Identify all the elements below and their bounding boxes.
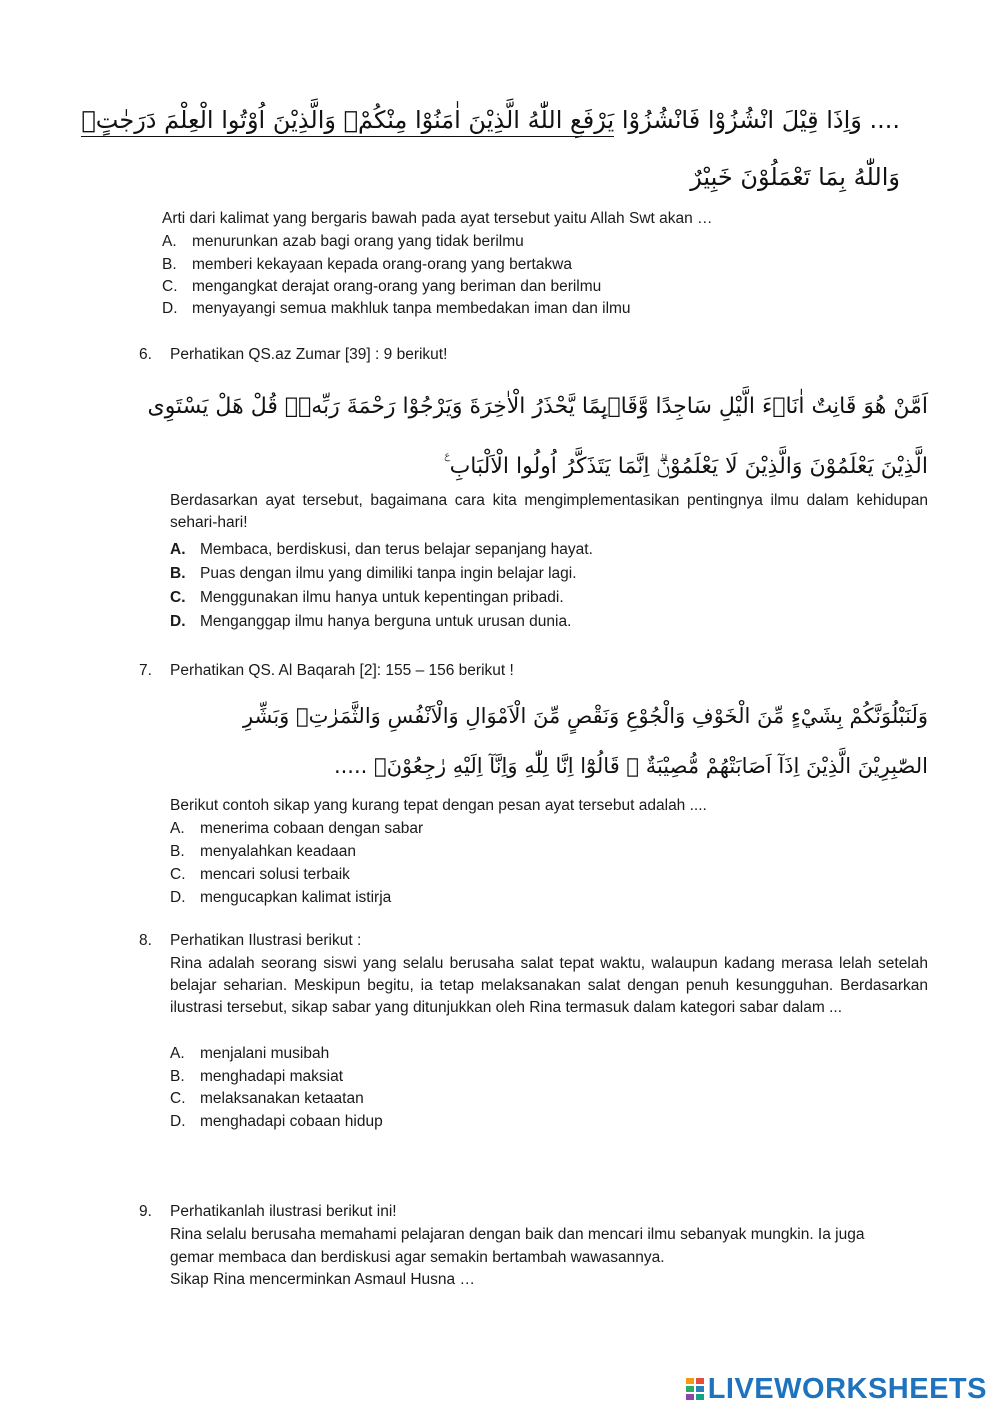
q6-question-text: Berdasarkan ayat tersebut, bagaimana cara kita mengimplementasikan pentingnya ilmu dalam kehidupan sehari-hari! xyxy=(170,492,928,531)
q5-question-text: Arti dari kalimat yang bergaris bawah pada ayat tersebut yaitu Allah Swt akan … xyxy=(162,210,713,227)
q5-arabic-underlined: يَرْفَعِ اللّٰهُ الَّذِيْنَ اٰمَنُوْا مِنْكُمْۙ وَالَّذِيْنَ اُوْتُوا الْعِلْمَ دَرَجٰتٍۗ xyxy=(81,106,614,137)
logo-block-2 xyxy=(696,1378,704,1384)
q7-arabic-line2: الصّٰبِرِيْنَ الَّذِيْنَ اِذَآ اَصَابَتْهُمْ مُّصِيْبَةٌ ۗ قَالُوْٓا اِنَّا لِلّٰهِ وَاِنَّآ اِلَيْهِ رٰجِعُوْنَۗ ..... xyxy=(333,754,928,778)
liveworksheets-logo-icon xyxy=(686,1378,704,1400)
q8-body: Rina adalah seorang siswi yang selalu berusaha salat tepat waktu, walaupun kadang merasa lelah setelah belajar seharian. Meskipun begitu, ia tetap melaksanakan salat dengan penuh kesungguhan. Berdasarkan ilustrasi tersebut, sikap sabar yang ditunjukkan oleh Rina termasuk dalam kategori sabar dalam ... xyxy=(170,955,928,1016)
q9-body-line2: gemar membaca dan berdiskusi agar semakin bertambah wawasannya. xyxy=(170,1249,665,1266)
q8-option-a[interactable]: A. menjalani musibah xyxy=(170,1045,330,1062)
q6-option-a[interactable]: A. Membaca, berdiskusi, dan terus belajar sepanjang hayat. xyxy=(170,541,593,558)
q6-number: 6. xyxy=(139,346,152,363)
q7-option-d[interactable]: D. mengucapkan kalimat istirja xyxy=(170,889,392,906)
q5-option-b[interactable]: B. memberi kekayaan kepada orang-orang yang bertakwa xyxy=(162,256,572,273)
liveworksheets-logo-text: LIVEWORKSHEETS xyxy=(707,1372,987,1405)
q7-option-b[interactable]: B. menyalahkan keadaan xyxy=(170,843,356,860)
q7-title: Perhatikan QS. Al Baqarah [2]: 155 – 156 berikut ! xyxy=(170,662,514,679)
q8-number: 8. xyxy=(139,932,152,949)
q8-option-d[interactable]: D. menghadapi cobaan hidup xyxy=(170,1113,383,1130)
q7-question-text: Berikut contoh sikap yang kurang tepat dengan pesan ayat tersebut adalah .... xyxy=(170,797,707,814)
q6-option-d[interactable]: D. Menganggap ilmu hanya berguna untuk urusan dunia. xyxy=(170,613,572,630)
q6-arabic-line1: اَمَّنْ هُوَ قَانِتٌ اٰنَاۤءَ الَّيْلِ سَاجِدًا وَّقَاۤىِٕمًا يَّحْذَرُ الْاٰخِرَةَ وَيَرْجُوْا رَحْمَةَ رَبِّهٖۗ قُلْ هَلْ يَسْتَوِى xyxy=(147,394,928,419)
q6-title: Perhatikan QS.az Zumar [39] : 9 berikut! xyxy=(170,346,448,363)
q8-option-b[interactable]: B. menghadapi maksiat xyxy=(170,1068,344,1085)
q5-option-c[interactable]: C. mengangkat derajat orang-orang yang beriman dan berilmu xyxy=(162,278,602,295)
q6-arabic-line2: الَّذِيْنَ يَعْلَمُوْنَ وَالَّذِيْنَ لَا يَعْلَمُوْنَۗ اِنَّمَا يَتَذَكَّرُ اُولُوا الْاَلْبَابِ ࣖ xyxy=(444,454,928,479)
q7-arabic-line1: وَلَنَبْلُوَنَّكُمْ بِشَيْءٍ مِّنَ الْخَوْفِ وَالْجُوْعِ وَنَقْصٍ مِّنَ الْاَمْوَالِ وَالْاَنْفُسِ وَالثَّمَرٰتِۗ وَبَشِّرِ xyxy=(243,704,928,728)
q7-number: 7. xyxy=(139,662,152,679)
q5-arabic-line2: وَاللّٰهُ بِمَا تَعْمَلُوْنَ خَبِيْرٌ xyxy=(690,163,900,191)
q9-title: Perhatikanlah ilustrasi berikut ini! xyxy=(170,1203,397,1220)
liveworksheets-logo[interactable] xyxy=(686,1374,987,1404)
q5-arabic-line1 xyxy=(81,96,900,144)
q6-option-b[interactable]: B. Puas dengan ilmu yang dimiliki tanpa ingin belajar lagi. xyxy=(170,565,577,582)
q5-arabic-ellipsis: .... xyxy=(869,106,900,134)
q5-option-d[interactable]: D. menyayangi semua makhluk tanpa membedakan iman dan ilmu xyxy=(162,300,631,317)
q5-arabic-plain: وَاِذَا قِيْلَ انْشُزُوْا فَانْشُزُوْا xyxy=(621,106,862,134)
logo-block-4 xyxy=(696,1386,704,1392)
q9-body-line1: Rina selalu berusaha memahami pelajaran dengan baik dan mencari ilmu sebanyak mungkin. Ia juga xyxy=(170,1226,865,1243)
q7-option-c[interactable]: C. mencari solusi terbaik xyxy=(170,866,350,883)
q8-option-c[interactable]: C. melaksanakan ketaatan xyxy=(170,1090,364,1107)
q9-body-line3: Sikap Rina mencerminkan Asmaul Husna … xyxy=(170,1271,475,1288)
logo-block-6 xyxy=(696,1394,704,1400)
q5-option-a[interactable]: A. menurunkan azab bagi orang yang tidak berilmu xyxy=(162,233,524,250)
logo-block-1 xyxy=(686,1378,694,1384)
q8-title: Perhatikan Ilustrasi berikut : xyxy=(170,932,362,949)
logo-block-3 xyxy=(686,1386,694,1392)
q9-number: 9. xyxy=(139,1203,152,1220)
q6-option-c[interactable]: C. Menggunakan ilmu hanya untuk kepentingan pribadi. xyxy=(170,589,564,606)
q7-option-a[interactable]: A. menerima cobaan dengan sabar xyxy=(170,820,424,837)
logo-block-5 xyxy=(686,1394,694,1400)
